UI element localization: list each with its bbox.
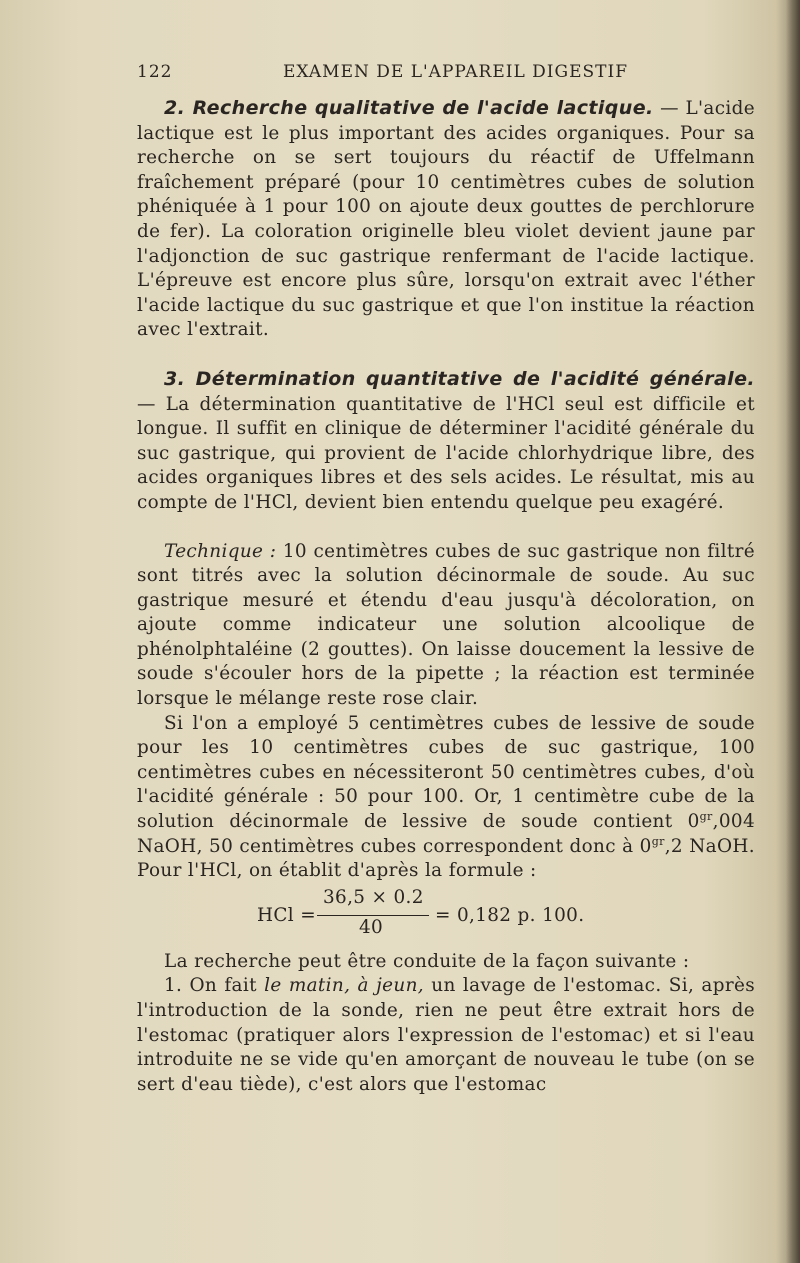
- technique-label: Technique :: [164, 540, 277, 562]
- section-2-text: L'acide lactique est le plus important des acides organiques. Pour sa recherche on se sert toujours du réactif de Uffelmann fraîchement préparé (pour 10 centimètres cubes de solution phéniquée à 1 pour 100 on ajoute deux gouttes de perchlorure de fer). La coloration originelle bleu violet devient jaune par l'adjonction de suc gastrique renfermant de l'acide lactique. L'épreuve est encore plus sûre, lorsqu'on extrait avec l'éther l'acide lactique du suc gastrique et que l'on institue la réaction avec l'extrait.: [137, 98, 755, 341]
- section-3-paragraph: 3. Détermination quantitative de l'acidité générale. — La détermination quantitative de l'HCl seul est difficile et longue. Il suffit en clinique de déterminer l'acidité générale du suc gastrique, qui provient de l'acide chlorhydrique libre, des acides organiques libres et des sels acides. Le résultat, mis au compte de l'HCl, devient bien entendu quelque peu exagéré.: [137, 367, 756, 513]
- running-header: [137, 62, 755, 86]
- page-edge-shadow: [786, 0, 800, 1263]
- formula-lhs: HCl =: [257, 904, 316, 926]
- page-body: [137, 96, 755, 1097]
- section-2-paragraph: 2. Recherche qualitative de l'acide lactique. — L'acide lactique est le plus important des acides organiques. Pour sa recherche on se sert toujours du réactif de Uffelmann fraîchement préparé (pour 10 centimètres cubes de solution phéniquée à 1 pour 100 on ajoute deux gouttes de perchlorure de fer). La coloration originelle bleu violet devient jaune par l'adjonction de suc gastrique renfermant de l'acide lactique. L'épreuve est encore plus sûre, lorsqu'on extrait avec l'éther l'acide lactique du suc gastrique et que l'on institue la réaction avec l'extrait.: [137, 97, 755, 341]
- formula-numerator: 36,5 × 0.2: [323, 886, 424, 908]
- procedure-intro: La recherche peut être conduite de la façon suivante :: [164, 950, 690, 972]
- formula-denominator: 40: [359, 916, 384, 938]
- formula-rhs: = 0,182 p. 100.: [435, 904, 585, 926]
- technique-text: 10 centimètres cubes de suc gastrique non filtré sont titrés avec la solution décinormale de soude. Au suc gastrique mesuré et étendu d'eau jusqu'à décoloration, on ajoute comme indicateur une solution alcoolique de phénolphtaléine (2 gouttes). On laisse doucement la lessive de soude s'écouler hors de la pipette ; la réaction est terminée lorsque le mélange reste rose clair.: [137, 540, 755, 710]
- section-2-heading: 2. Recherche qualitative de l'acide lactique.: [164, 97, 654, 119]
- page-number: 122: [137, 62, 173, 82]
- calculation-paragraph: Si l'on a employé 5 centimètres cubes de lessive de soude pour les 10 centimètres cubes de suc gastrique, 100 centimètres cubes en nécessiteront 50 centimètres cubes, d'où l'acidité générale : 50 pour 100. Or, 1 centimètre cube de la solution décinormale de lessive de soude contient $0^{gr},004$ NaOH, 50 centimètres cubes correspondent donc à $0^{gr},2$ NaOH. Pour l'HCl, on établit d'après la formule :: [137, 712, 755, 882]
- running-title: EXAMEN DE L'APPAREIL DIGESTIF: [283, 62, 629, 82]
- section-3-text: La détermination quantitative de l'HCl seul est difficile et longue. Il suffit en clinique de déterminer l'acidité générale du suc gastrique, qui provient de l'acide chlorhydrique libre, des acides organiques libres et des sels acides. Le résultat, mis au compte de l'HCl, devient bien entendu quelque peu exagéré.: [137, 393, 756, 513]
- acidity-formula: [137, 886, 755, 944]
- technique-paragraph: [137, 540, 755, 712]
- section-3-heading: 3. Détermination quantitative de l'acidité générale.: [164, 367, 755, 390]
- procedure-step-1: 1. On fait le matin, à jeun, un lavage de l'estomac. Si, après l'introduction de la sonde, rien ne peut être extrait hors de l'estomac (pratiquer alors l'expression de l'estomac) et si l'eau introduite ne se vide qu'en amorçant de nouveau le tube (on se sert d'eau tiède), c'est alors que l'estomac: [137, 975, 756, 1095]
